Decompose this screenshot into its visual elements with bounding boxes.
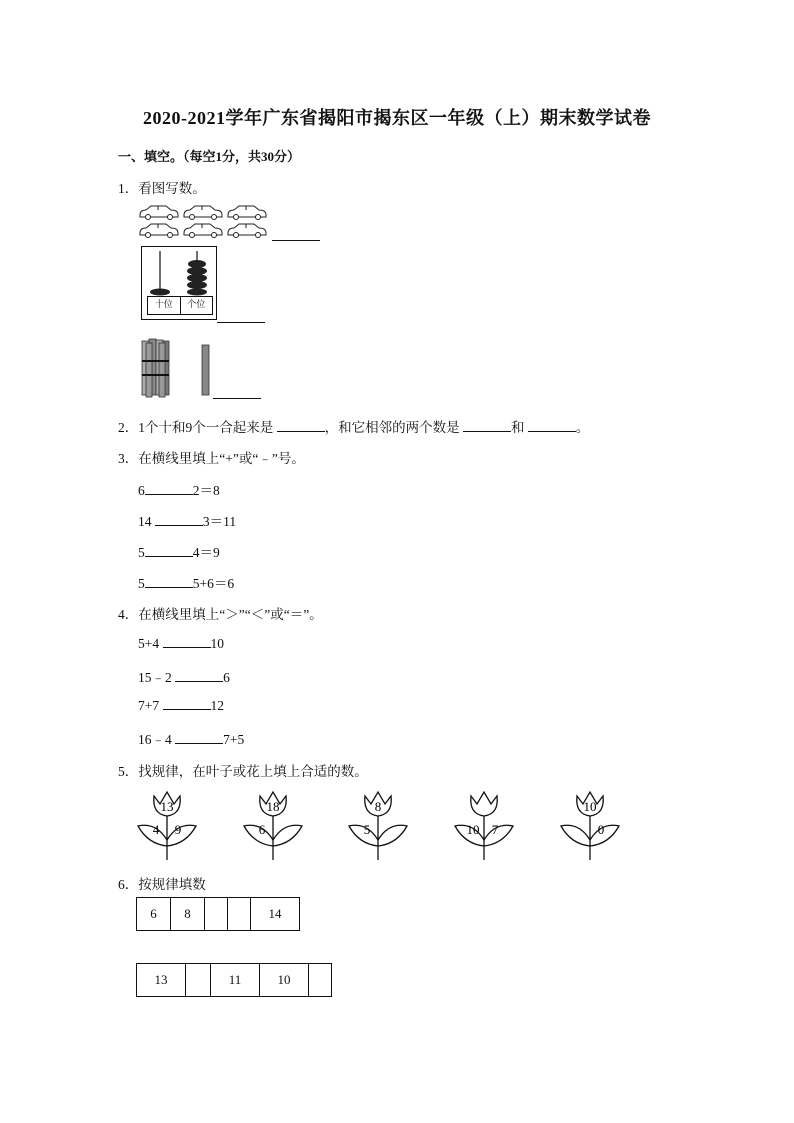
abacus-ones-label: 个位 — [187, 300, 206, 310]
flower-number: 13 — [160, 799, 174, 814]
q3-item — [138, 479, 220, 499]
answer-blank[interactable] — [145, 544, 193, 557]
right-leaf-number: 7 — [491, 822, 499, 837]
q4-item-left: 5+4 — [138, 636, 160, 651]
q3-item — [138, 541, 220, 561]
right-leaf-number: 9 — [174, 822, 182, 837]
flower-number: 10 — [583, 799, 597, 814]
question-1-stem: 1．看图写数。 — [118, 181, 206, 196]
q3-item-left: 14 — [138, 514, 152, 529]
q4-item — [138, 635, 224, 652]
answer-blank-sticks[interactable] — [213, 398, 261, 399]
q3-item-left: 6 — [138, 483, 145, 498]
q3-item-left: 5 — [138, 545, 145, 560]
q3-item-right: 2＝8 — [192, 483, 220, 498]
flower-number: 18 — [266, 799, 280, 814]
q4-item-right: 10 — [210, 636, 224, 651]
q2-text-3: 和 — [511, 420, 525, 435]
right-leaf-number: 0 — [597, 822, 605, 837]
sticks-bundle-image — [140, 337, 220, 399]
q4-item-right: 12 — [210, 698, 224, 713]
sequence-cell: 13 — [137, 964, 186, 997]
sequence-cell[interactable] — [309, 964, 332, 997]
flower-figure — [557, 788, 627, 862]
answer-blank-q2-a[interactable] — [277, 419, 325, 432]
q2-text-1: 2．1个十和9个一合起来是 — [118, 420, 274, 435]
abacus-image — [141, 246, 217, 320]
q2-text-4: 。 — [575, 420, 590, 435]
cars-image — [138, 203, 278, 239]
sequence-cell: 11 — [211, 964, 260, 997]
answer-blank[interactable] — [163, 635, 211, 648]
sequence-cell: 10 — [260, 964, 309, 997]
q4-item — [138, 697, 224, 714]
sequence-cell: 14 — [251, 898, 300, 931]
flower-figure — [240, 788, 310, 862]
question-2 — [118, 416, 589, 436]
answer-blank[interactable] — [155, 513, 203, 526]
q3-item-right: 3＝11 — [202, 514, 237, 529]
q4-item-left: 16﹣4 — [138, 732, 172, 747]
q3-item-right: 4＝9 — [192, 545, 220, 560]
sequence-cell: 8 — [171, 898, 205, 931]
left-leaf-number: 6 — [258, 822, 266, 837]
question-3-stem: 3．在横线里填上“+”或“﹣”号。 — [118, 451, 305, 466]
page-title: 2020-2021学年广东省揭阳市揭东区一年级（上）期末数学试卷 — [143, 108, 651, 128]
q4-item — [138, 666, 230, 686]
q4-item — [138, 728, 244, 748]
q2-text-2: ，和它相邻的两个数是 — [324, 420, 460, 435]
answer-blank-q2-b[interactable] — [463, 419, 511, 432]
left-leaf-number: 5 — [363, 822, 371, 837]
answer-blank-abacus[interactable] — [217, 322, 265, 323]
q4-item-right: 6 — [223, 670, 230, 685]
answer-blank[interactable] — [145, 482, 193, 495]
flowers-row — [134, 788, 624, 862]
sequence-table-1 — [136, 897, 300, 931]
q3-item-right: 5+6＝6 — [192, 576, 235, 591]
flower-figure — [345, 788, 415, 862]
q3-item — [138, 510, 236, 530]
sequence-cell[interactable] — [205, 898, 228, 931]
flower-figure — [451, 788, 521, 862]
sequence-cell[interactable] — [228, 898, 251, 931]
flower-number: 8 — [374, 799, 382, 814]
abacus-tens-label: 十位 — [148, 297, 181, 314]
answer-blank-q2-c[interactable] — [528, 419, 576, 432]
q3-item — [138, 572, 234, 592]
question-4-stem: 4．在横线里填上“＞”“＜”或“＝”。 — [118, 607, 323, 622]
answer-blank[interactable] — [175, 731, 223, 744]
sequence-cell: 6 — [137, 898, 171, 931]
answer-blank[interactable] — [175, 669, 223, 682]
section-heading: 一、填空。（每空1分，共30分） — [118, 149, 301, 164]
left-leaf-number: 10 — [466, 822, 480, 837]
answer-blank[interactable] — [145, 575, 193, 588]
q4-item-right: 7+5 — [223, 732, 245, 747]
flower-figure — [134, 788, 204, 862]
answer-blank[interactable] — [163, 697, 211, 710]
q3-item-left: 5 — [138, 576, 145, 591]
question-6-stem: 6．按规律填数 — [118, 877, 206, 892]
question-5-stem: 5．找规律，在叶子或花上填上合适的数。 — [118, 764, 368, 779]
sequence-cell[interactable] — [186, 964, 211, 997]
sequence-table-2 — [136, 963, 332, 997]
answer-blank-cars[interactable] — [272, 240, 320, 241]
q4-item-left: 7+7 — [138, 698, 160, 713]
left-leaf-number: 4 — [152, 822, 160, 837]
q4-item-left: 15﹣2 — [138, 670, 172, 685]
